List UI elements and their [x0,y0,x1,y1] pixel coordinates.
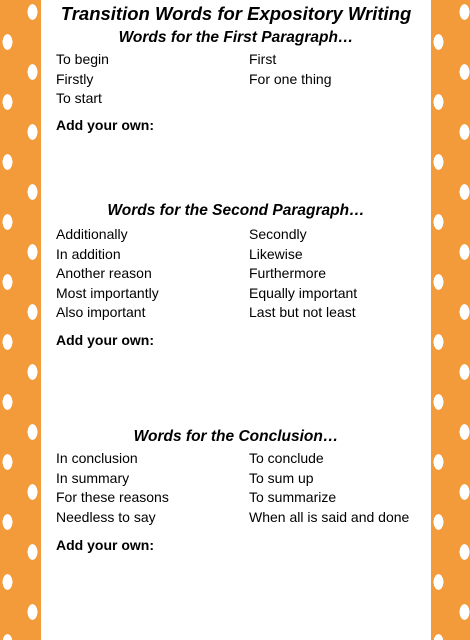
list-item: To summarize [249,489,337,506]
word-list-first-right [249,50,332,89]
list-item: Last but not least [249,304,356,321]
list-item: To begin [56,51,109,67]
list-item: To conclude [249,450,324,466]
page-title: Transition Words for Expository Writing [60,3,412,24]
list-item: Likewise [249,245,303,262]
list-item: Additionally [56,226,128,242]
list-item: Most importantly [56,284,159,301]
add-your-own-label: Add your own: [56,537,154,553]
list-item: For these reasons [56,489,169,506]
list-item: When all is said and done [249,508,410,525]
word-list-conclusion-left [56,449,169,527]
word-list-first-left [56,50,109,109]
list-item: First [249,51,277,67]
add-your-own-label: Add your own: [56,332,154,348]
list-item: To start [56,90,102,107]
list-item: Equally important [249,284,358,301]
list-item: In addition [56,245,121,262]
list-item: For one thing [249,70,332,87]
section-heading-second-paragraph: Words for the Second Paragraph… [107,202,365,219]
list-item: Needless to say [56,508,156,525]
section-heading-first-paragraph: Words for the First Paragraph… [118,29,354,46]
list-item: In conclusion [56,450,138,466]
section-heading-conclusion: Words for the Conclusion… [133,428,339,445]
list-item: Firstly [56,70,94,87]
list-item: Furthermore [249,265,327,282]
list-item: Also important [56,304,146,321]
list-item: In summary [56,469,130,486]
list-item: To sum up [249,469,314,486]
worksheet [41,0,431,640]
word-list-second-left [56,225,159,323]
polka-dot-border-right [431,0,470,640]
word-list-second-right [249,225,357,323]
list-item: Secondly [249,226,307,242]
add-your-own-label: Add your own: [56,117,154,133]
polka-dot-border-left [0,0,41,640]
word-list-conclusion-right [249,449,409,527]
list-item: Another reason [56,265,152,282]
